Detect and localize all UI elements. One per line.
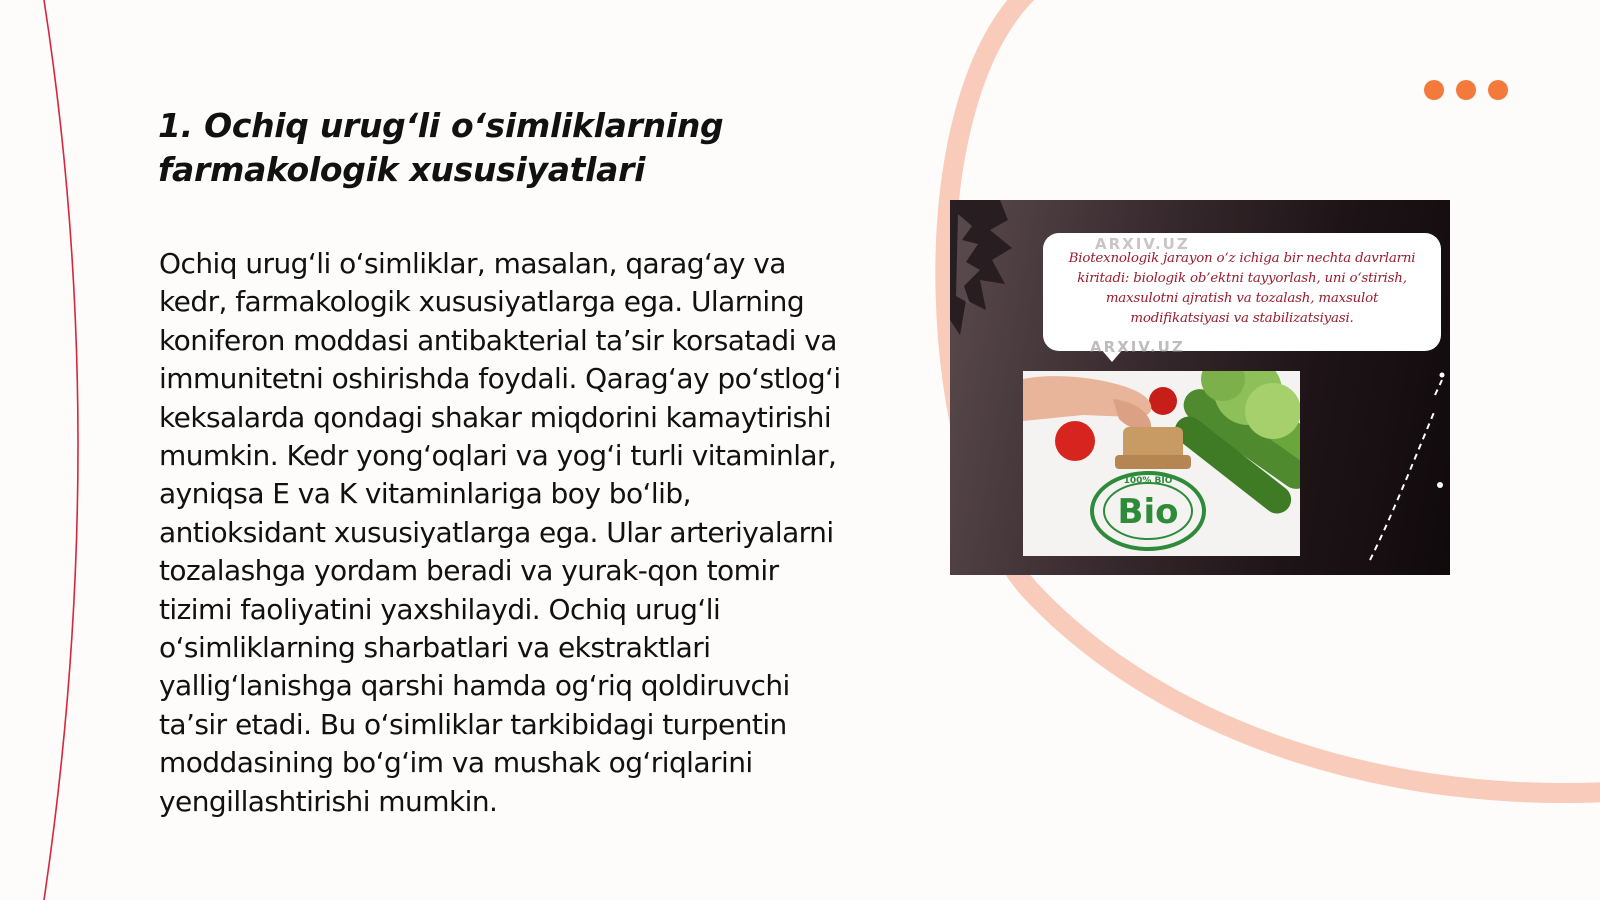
dot-icon — [1488, 80, 1508, 100]
watermark-text-2: ARXIV.UZ — [1090, 338, 1185, 356]
watermark-text: ARXIV.UZ — [1095, 235, 1190, 253]
stamp-text: Bio — [1117, 492, 1179, 532]
dot-icon — [1456, 80, 1476, 100]
dot-icon — [1424, 80, 1444, 100]
slide-body-text: Ochiq urug‘li o‘simliklar, masalan, qarag‘ay va kedr, farmakologik xususiyatlarga ega. Ularning koniferon moddasi antibakterial ta’sir korsatadi va immunitetni oshirishda foydali. Qarag‘ay po‘stlog‘i keksalarda qondagi shakar miqdorini kamaytirishi mumkin. Kedr yong‘oqlari va yog‘i turli vitaminlar, ayniqsa E va K vitaminlariga boy bo‘lib, antioksidant xususiyatlarga ega. Ular arteriyalarni tozalashga yordam beradi va yurak-qon tomir tizimi faoliyatini yaxshilaydi. Ochiq urug‘li o‘simliklarning sharbatlari va ekstraktlari yallig‘lanishga qarshi hamda og‘riq qoldiruvchi ta’sir etadi. Bu o‘simliklar tarkibidagi turpentin moddasining bo‘g‘im va mushak og‘riqlarini yengillashtirishi mumkin. — [159, 247, 841, 818]
three-dots-menu-icon — [1424, 80, 1508, 100]
stamp-ring-text: 100% BIO — [1123, 476, 1173, 486]
left-red-curve — [44, 0, 78, 900]
image-caption: Biotexnologik jarayon o‘z ichiga bir nechta davrlarni kiritadi: biologik ob’ektni tayyorlash, uni o‘stirish, maxsulotni ajratish va tozalash, maxsulot modifikatsiyasi va stabilizatsiyasi. — [1068, 251, 1416, 326]
slide-image — [950, 200, 1450, 575]
sparkle-decoration — [950, 200, 1450, 575]
slide-title: 1. Ochiq urug‘li o‘simliklarning farmakologik xususiyatlari — [158, 106, 724, 189]
